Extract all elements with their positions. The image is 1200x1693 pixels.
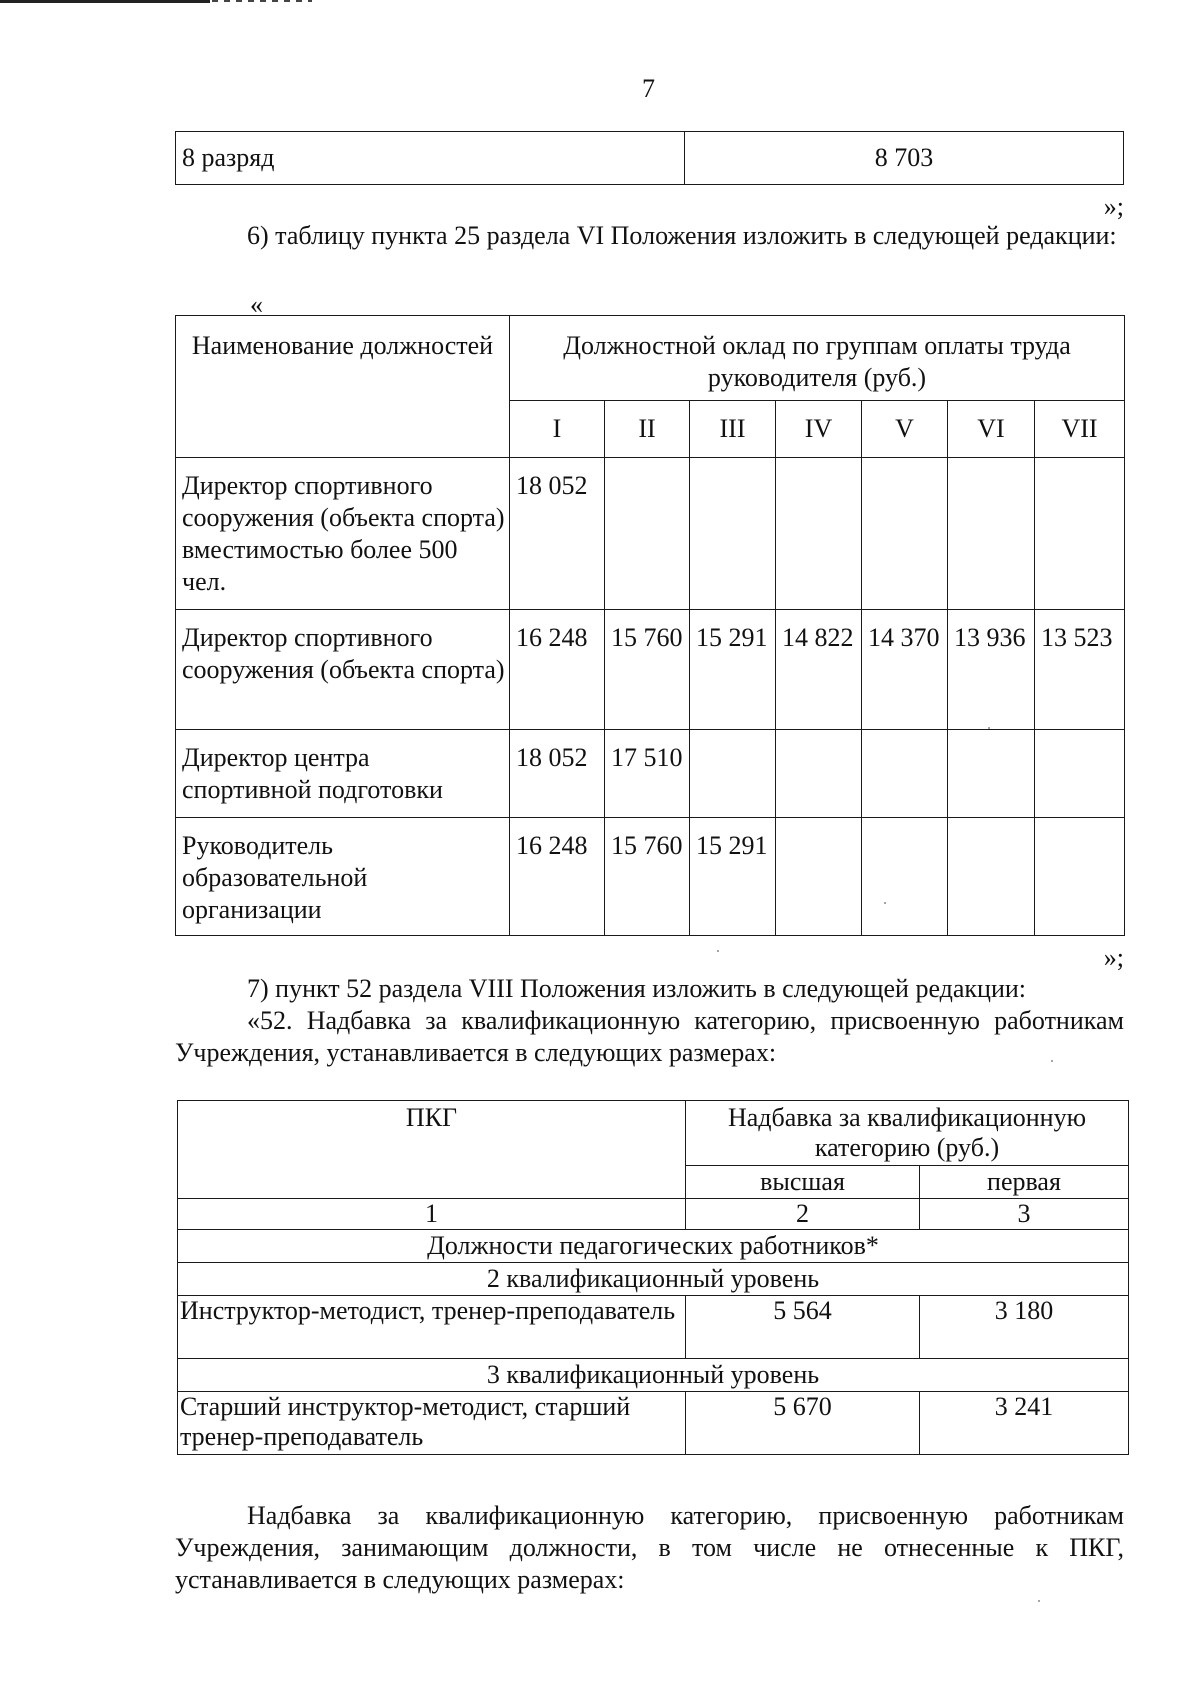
group-header: IV — [776, 401, 862, 458]
opening-quote: « — [250, 290, 263, 319]
table-row — [178, 1230, 1129, 1263]
salary-cell — [948, 458, 1035, 610]
item-6-paragraph: 6) таблицу пункта 25 раздела VI Положения изложить в следующей редакции: — [247, 221, 1117, 250]
column-number: 1 — [178, 1199, 686, 1230]
salary-cell: 15 760 — [605, 818, 690, 936]
header-highest-category: высшая — [686, 1166, 920, 1199]
table-row — [178, 1392, 1129, 1455]
salary-cell — [776, 818, 862, 936]
allowance-first: 3 180 — [920, 1296, 1129, 1359]
table-row — [176, 730, 1125, 818]
rank-label: 8 разряд — [176, 132, 685, 185]
header-position-name: Наименование должностей — [176, 316, 510, 458]
salary-cell: 13 523 — [1035, 610, 1125, 730]
salary-cell: 16 248 — [510, 818, 605, 936]
scan-speck — [884, 902, 886, 904]
salary-cell: 17 510 — [605, 730, 690, 818]
item-7-clause-52: «52. Надбавка за квалификационную категорию, присвоенную работникам Учреждения, устанавливается в следующих размерах: — [175, 1006, 1124, 1067]
header-first-category: первая — [920, 1166, 1129, 1199]
position-name: Старший инструктор-методист, старший тренер-преподаватель — [178, 1392, 686, 1455]
salary-cell: 15 760 — [605, 610, 690, 730]
page-number: 7 — [642, 74, 655, 103]
allowance-first: 3 241 — [920, 1392, 1129, 1455]
table-row — [178, 1199, 1129, 1230]
group-header: II — [605, 401, 690, 458]
rank-value: 8 703 — [685, 132, 1124, 185]
header-allowance: Надбавка за квалификационную категорию (руб.) — [686, 1101, 1129, 1166]
salary-cell: 14 370 — [862, 610, 948, 730]
position-name: Руководитель образовательной организации — [176, 818, 510, 936]
salary-cell — [776, 730, 862, 818]
table-row — [176, 132, 1124, 185]
closing-quote: »; — [1103, 192, 1124, 221]
table-row — [178, 1296, 1129, 1359]
rank-table — [175, 131, 1124, 185]
group-header: VI — [948, 401, 1035, 458]
group-header: I — [510, 401, 605, 458]
salary-cell — [1035, 730, 1125, 818]
scan-speck — [988, 727, 990, 729]
table-row — [178, 1359, 1129, 1392]
salary-cell: 16 248 — [510, 610, 605, 730]
position-name: Директор спортивного сооружения (объекта спорта) — [176, 610, 510, 730]
qualification-level: 2 квалификационный уровень — [178, 1263, 1129, 1296]
table-row — [176, 458, 1125, 610]
table-header-row — [178, 1101, 1129, 1166]
scan-edge-mark — [0, 0, 330, 6]
salary-cell — [1035, 458, 1125, 610]
salary-cell: 15 291 — [690, 610, 776, 730]
salary-cell: 18 052 — [510, 458, 605, 610]
salary-cell: 13 936 — [948, 610, 1035, 730]
salary-cell — [690, 730, 776, 818]
position-name: Директор спортивного сооружения (объекта спорта) вместимостью более 500 чел. — [176, 458, 510, 610]
table-header-row — [176, 316, 1125, 401]
salary-cell — [862, 458, 948, 610]
salary-cell — [1035, 818, 1125, 936]
group-header: V — [862, 401, 948, 458]
column-number: 3 — [920, 1199, 1129, 1230]
salary-cell — [948, 818, 1035, 936]
allowance-table — [177, 1100, 1129, 1455]
position-name: Инструктор-методист, тренер-преподаватель — [178, 1296, 686, 1359]
group-header: VII — [1035, 401, 1125, 458]
position-name: Директор центра спортивной подготовки — [176, 730, 510, 818]
salary-cell — [862, 730, 948, 818]
allowance-highest: 5 564 — [686, 1296, 920, 1359]
group-header: III — [690, 401, 776, 458]
qualification-level: 3 квалификационный уровень — [178, 1359, 1129, 1392]
group-title: Должности педагогических работников* — [178, 1230, 1129, 1263]
closing-quote: »; — [1103, 943, 1124, 972]
salary-cell — [605, 458, 690, 610]
table-row — [178, 1263, 1129, 1296]
salary-cell — [776, 458, 862, 610]
table-row — [176, 610, 1125, 730]
salary-cell — [690, 458, 776, 610]
header-pkg: ПКГ — [178, 1101, 686, 1199]
salary-cell: 15 291 — [690, 818, 776, 936]
scan-speck — [1038, 1600, 1040, 1602]
salary-cell: 14 822 — [776, 610, 862, 730]
salary-cell — [862, 818, 948, 936]
salary-cell: 18 052 — [510, 730, 605, 818]
allowance-highest: 5 670 — [686, 1392, 920, 1455]
item-7-paragraph: 7) пункт 52 раздела VIII Положения изложить в следующей редакции: — [247, 974, 1027, 1003]
column-number: 2 — [686, 1199, 920, 1230]
final-paragraph: Надбавка за квалификационную категорию, присвоенную работникам Учреждения, занимающим должности, в том числе не отнесенные к ПКГ, устанавливается в следующих размерах: — [175, 1501, 1124, 1594]
salary-table — [175, 315, 1125, 936]
header-salary-groups: Должностной оклад по группам оплаты труда руководителя (руб.) — [510, 316, 1125, 401]
scan-speck — [717, 950, 719, 952]
salary-cell — [948, 730, 1035, 818]
scan-speck — [1051, 1060, 1053, 1062]
table-row — [176, 818, 1125, 936]
